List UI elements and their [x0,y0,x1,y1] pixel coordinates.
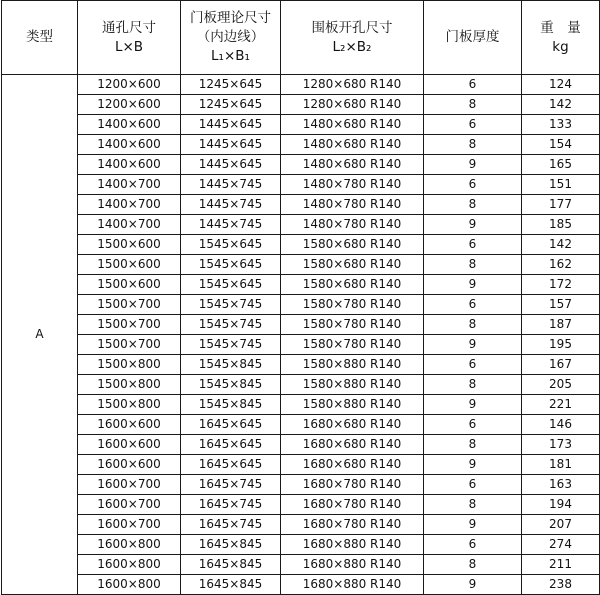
table-header [2,1,600,75]
through-hole-cell: 1400×600 [78,155,181,175]
header-door-theory-note: （内边线） [196,29,265,45]
table-row [2,135,600,155]
door-theory-cell: 1545×645 [181,235,281,255]
door-theory-cell: 1545×845 [181,395,281,415]
table-row [2,375,600,395]
through-hole-cell: 1400×700 [78,175,181,195]
ring-hole-cell: 1680×780 R140 [281,495,424,515]
door-theory-cell: 1545×745 [181,295,281,315]
weight-cell: 185 [522,215,600,235]
table-row [2,115,600,135]
thickness-cell: 6 [424,235,522,255]
door-theory-cell: 1245×645 [181,75,281,95]
thickness-cell: 8 [424,435,522,455]
table-row [2,95,600,115]
ring-hole-cell: 1580×780 R140 [281,295,424,315]
header-type [2,1,78,75]
weight-cell: 172 [522,275,600,295]
thickness-cell: 8 [424,555,522,575]
through-hole-cell: 1600×800 [78,555,181,575]
through-hole-cell: 1400×600 [78,135,181,155]
ring-hole-cell: 1580×780 R140 [281,315,424,335]
ring-hole-cell: 1680×780 R140 [281,515,424,535]
ring-hole-cell: 1680×880 R140 [281,555,424,575]
thickness-cell: 8 [424,495,522,515]
table-row [2,395,600,415]
table-row [2,415,600,435]
weight-cell: 221 [522,395,600,415]
table-row [2,315,600,335]
weight-cell: 195 [522,335,600,355]
through-hole-cell: 1500×800 [78,395,181,415]
table-body [2,75,600,595]
header-door-theory [181,1,281,75]
through-hole-cell: 1400×700 [78,215,181,235]
ring-hole-cell: 1580×680 R140 [281,255,424,275]
ring-hole-cell: 1680×680 R140 [281,435,424,455]
door-theory-cell: 1445×645 [181,115,281,135]
table-row [2,555,600,575]
table-row [2,155,600,175]
weight-cell: 167 [522,355,600,375]
table-row [2,75,600,95]
ring-hole-cell: 1480×680 R140 [281,135,424,155]
header-ring-hole-formula: L₂×B₂ [332,38,372,55]
through-hole-cell: 1600×600 [78,415,181,435]
table-row [2,295,600,315]
ring-hole-cell: 1580×680 R140 [281,275,424,295]
table-row [2,255,600,275]
through-hole-cell: 1600×600 [78,435,181,455]
through-hole-cell: 1500×600 [78,275,181,295]
ring-hole-cell: 1580×780 R140 [281,335,424,355]
table-row [2,235,600,255]
door-theory-cell: 1645×845 [181,555,281,575]
thickness-cell: 8 [424,375,522,395]
weight-cell: 194 [522,495,600,515]
header-door-theory-title: 门板理论尺寸 [190,10,271,26]
weight-cell: 205 [522,375,600,395]
ring-hole-cell: 1680×880 R140 [281,575,424,595]
header-type-label: 类型 [26,29,53,45]
ring-hole-cell: 1280×680 R140 [281,75,424,95]
door-theory-cell: 1645×645 [181,455,281,475]
through-hole-cell: 1400×700 [78,195,181,215]
table-row [2,175,600,195]
through-hole-cell: 1500×600 [78,235,181,255]
table-row [2,435,600,455]
thickness-cell: 6 [424,415,522,435]
thickness-cell: 6 [424,475,522,495]
door-theory-cell: 1645×645 [181,435,281,455]
door-theory-cell: 1645×745 [181,475,281,495]
specification-table [1,0,600,595]
door-theory-cell: 1645×845 [181,535,281,555]
thickness-cell: 6 [424,295,522,315]
weight-cell: 181 [522,455,600,475]
table-row [2,515,600,535]
thickness-cell: 9 [424,335,522,355]
door-theory-cell: 1445×745 [181,215,281,235]
thickness-cell: 6 [424,175,522,195]
through-hole-cell: 1500×800 [78,375,181,395]
weight-cell: 146 [522,415,600,435]
thickness-cell: 9 [424,575,522,595]
through-hole-cell: 1200×600 [78,75,181,95]
weight-cell: 133 [522,115,600,135]
weight-cell: 162 [522,255,600,275]
door-theory-cell: 1645×745 [181,495,281,515]
ring-hole-cell: 1680×880 R140 [281,535,424,555]
ring-hole-cell: 1480×780 R140 [281,175,424,195]
ring-hole-cell: 1680×680 R140 [281,415,424,435]
header-through-hole-formula: L×B [114,38,144,55]
table-row [2,215,600,235]
weight-cell: 163 [522,475,600,495]
table-row [2,275,600,295]
through-hole-cell: 1500×700 [78,295,181,315]
table-row [2,355,600,375]
door-theory-cell: 1445×645 [181,135,281,155]
door-theory-cell: 1545×845 [181,355,281,375]
through-hole-cell: 1600×600 [78,455,181,475]
through-hole-cell: 1600×800 [78,535,181,555]
thickness-cell: 9 [424,395,522,415]
weight-cell: 207 [522,515,600,535]
weight-cell: 211 [522,555,600,575]
header-through-hole-title: 通孔尺寸 [102,19,156,36]
weight-cell: 142 [522,95,600,115]
table-row [2,475,600,495]
thickness-cell: 8 [424,315,522,335]
thickness-cell: 9 [424,215,522,235]
ring-hole-cell: 1580×680 R140 [281,235,424,255]
thickness-cell: 6 [424,75,522,95]
type-cell: A [2,75,78,595]
table-row [2,335,600,355]
ring-hole-cell: 1580×880 R140 [281,375,424,395]
table-row [2,455,600,475]
through-hole-cell: 1400×600 [78,115,181,135]
through-hole-cell: 1500×700 [78,315,181,335]
door-theory-cell: 1545×745 [181,335,281,355]
ring-hole-cell: 1480×780 R140 [281,195,424,215]
thickness-cell: 6 [424,535,522,555]
header-row [2,1,600,75]
header-ring-hole [281,1,424,75]
ring-hole-cell: 1680×780 R140 [281,475,424,495]
header-weight [522,1,600,75]
header-weight-unit: kg [552,38,569,55]
table-row [2,495,600,515]
thickness-cell: 9 [424,455,522,475]
through-hole-cell: 1500×600 [78,255,181,275]
table-row [2,575,600,595]
table-row [2,535,600,555]
thickness-cell: 6 [424,355,522,375]
through-hole-cell: 1200×600 [78,95,181,115]
ring-hole-cell: 1480×780 R140 [281,215,424,235]
thickness-cell: 8 [424,95,522,115]
thickness-cell: 6 [424,115,522,135]
header-thickness-label: 门板厚度 [445,29,500,45]
weight-cell: 142 [522,235,600,255]
door-theory-cell: 1445×745 [181,175,281,195]
through-hole-cell: 1600×700 [78,495,181,515]
door-theory-cell: 1245×645 [181,95,281,115]
table-row [2,195,600,215]
header-weight-title: 重 量 [540,19,581,36]
door-theory-cell: 1445×745 [181,195,281,215]
thickness-cell: 9 [424,275,522,295]
ring-hole-cell: 1680×680 R140 [281,455,424,475]
thickness-cell: 8 [424,195,522,215]
weight-cell: 154 [522,135,600,155]
door-theory-cell: 1545×645 [181,255,281,275]
thickness-cell: 9 [424,155,522,175]
door-theory-cell: 1445×645 [181,155,281,175]
door-theory-cell: 1545×745 [181,315,281,335]
ring-hole-cell: 1480×680 R140 [281,155,424,175]
door-theory-cell: 1645×845 [181,575,281,595]
door-theory-cell: 1545×845 [181,375,281,395]
ring-hole-cell: 1580×880 R140 [281,355,424,375]
through-hole-cell: 1600×800 [78,575,181,595]
through-hole-cell: 1500×700 [78,335,181,355]
thickness-cell: 8 [424,255,522,275]
header-ring-hole-title: 围板开孔尺寸 [311,19,393,36]
door-theory-cell: 1645×645 [181,415,281,435]
weight-cell: 274 [522,535,600,555]
weight-cell: 165 [522,155,600,175]
thickness-cell: 8 [424,135,522,155]
ring-hole-cell: 1480×680 R140 [281,115,424,135]
weight-cell: 124 [522,75,600,95]
thickness-cell: 9 [424,515,522,535]
weight-cell: 187 [522,315,600,335]
weight-cell: 238 [522,575,600,595]
ring-hole-cell: 1280×680 R140 [281,95,424,115]
weight-cell: 157 [522,295,600,315]
through-hole-cell: 1500×800 [78,355,181,375]
through-hole-cell: 1600×700 [78,515,181,535]
weight-cell: 151 [522,175,600,195]
header-thickness [424,1,522,75]
door-theory-cell: 1545×645 [181,275,281,295]
weight-cell: 173 [522,435,600,455]
ring-hole-cell: 1580×880 R140 [281,395,424,415]
header-door-theory-formula: L₁×B₁ [211,48,250,64]
weight-cell: 177 [522,195,600,215]
through-hole-cell: 1600×700 [78,475,181,495]
header-through-hole [78,1,181,75]
door-theory-cell: 1645×745 [181,515,281,535]
